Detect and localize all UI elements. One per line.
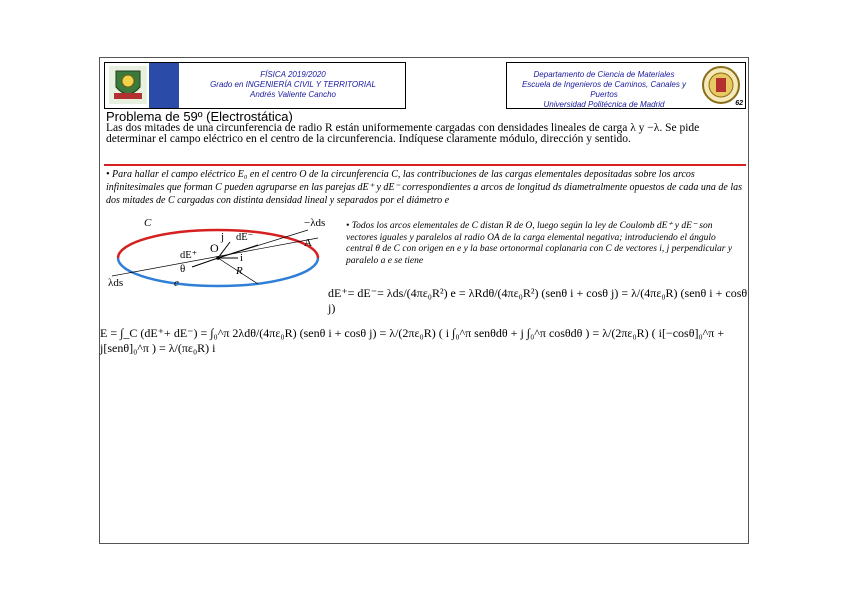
- header-left-text: [183, 70, 403, 100]
- equation-dE: dE⁺= dE⁻= λds/(4πε₀R²) e = λRdθ/(4πε₀R²) (senθ i + cosθ j) = λ/(4πε₀R) (senθ i + cosθ j): [328, 286, 748, 315]
- label-C: C: [144, 218, 152, 229]
- label-A: A: [304, 237, 312, 249]
- label-neg-charge: −λds: [304, 218, 326, 229]
- header-right-text: [509, 70, 699, 110]
- problem-title: Problema de 59º (Electrostática): [106, 109, 293, 124]
- course-title: FÍSICA 2019/2020: [260, 70, 326, 79]
- header-blue-band: [149, 63, 179, 108]
- positive-arc: [118, 258, 318, 286]
- degree-title: Grado en INGENIERÍA CIVIL Y TERRITORIAL: [210, 80, 376, 89]
- label-dE-plus: dE⁺: [180, 250, 198, 261]
- label-pos-charge: λds: [108, 277, 124, 288]
- label-j: j: [221, 231, 225, 243]
- bullet-paragraph-1: • Para hallar el campo eléctrico E₀ en el centro O de la circunferencia C, las contribuciones de las cargas elementales depositadas sobre los arcos infinitesimales que forman C pueden agruparse en las parejas dE⁺ y dE⁻ correspondientes a arcos de longitud ds diametralmente opuestos de cada una de las dos mitades de C cargadas con distinta densidad lineal y separados por el diámetro e: [106, 169, 743, 206]
- center-point: [216, 256, 220, 260]
- header-left: [104, 62, 406, 109]
- school-crest-icon: [108, 65, 148, 105]
- slide: [99, 57, 749, 544]
- label-e: e: [174, 277, 179, 288]
- university-name: Universidad Politécnica de Madrid: [543, 100, 665, 109]
- school-name: Escuela de Ingenieros de Caminos, Canales y Puertos: [521, 80, 687, 99]
- university-seal-icon: [701, 65, 741, 105]
- label-O: O: [210, 241, 219, 255]
- label-i: i: [240, 252, 244, 264]
- department-name: Departamento de Ciencia de Materiales: [533, 70, 675, 79]
- page-number: 62: [735, 100, 743, 107]
- bullet-paragraph-2: • Todos los arcos elementales de C distan R de O, luego según la ley de Coulomb dE⁺ y dE⁻ son vectores iguales y paralelos al radio OA de la carga elemental negativa; introduciendo el ángulo central θ de C con origen en e y la base ortonormal coplanaria con C de vectores i, j perpendicular y paralelo a e se tiene: [346, 221, 733, 266]
- problem-statement: Las dos mitades de una circunferencia de radio R están uniformemente cargadas con densidades lineales de carga λ y −λ. Se pide determinar el campo eléctrico en el centro de la circunferencia. Indíquese claramente módulo, dirección y sentido.: [106, 122, 700, 145]
- red-divider: [104, 164, 746, 166]
- circle-diagram: [108, 218, 340, 288]
- vector-dE-minus: [218, 245, 258, 258]
- label-R: R: [236, 265, 243, 277]
- label-dE-minus: dE⁻: [236, 232, 254, 243]
- header-right: [506, 62, 746, 109]
- equation-E-total: E = ∫_C (dE⁺+ dE⁻) = ∫₀^π 2λdθ/(4πε₀R) (senθ i + cosθ j) = λ/(2πε₀R) ( i ∫₀^π senθdθ + j ∫₀^π cosθdθ ) = λ/(2πε₀R) ( i[−cosθ]₀^π + j[senθ]₀^π ) = λ/(πε₀R) i: [100, 326, 725, 355]
- label-theta: θ: [180, 263, 186, 275]
- author-name: Andrés Valiente Cancho: [250, 90, 336, 99]
